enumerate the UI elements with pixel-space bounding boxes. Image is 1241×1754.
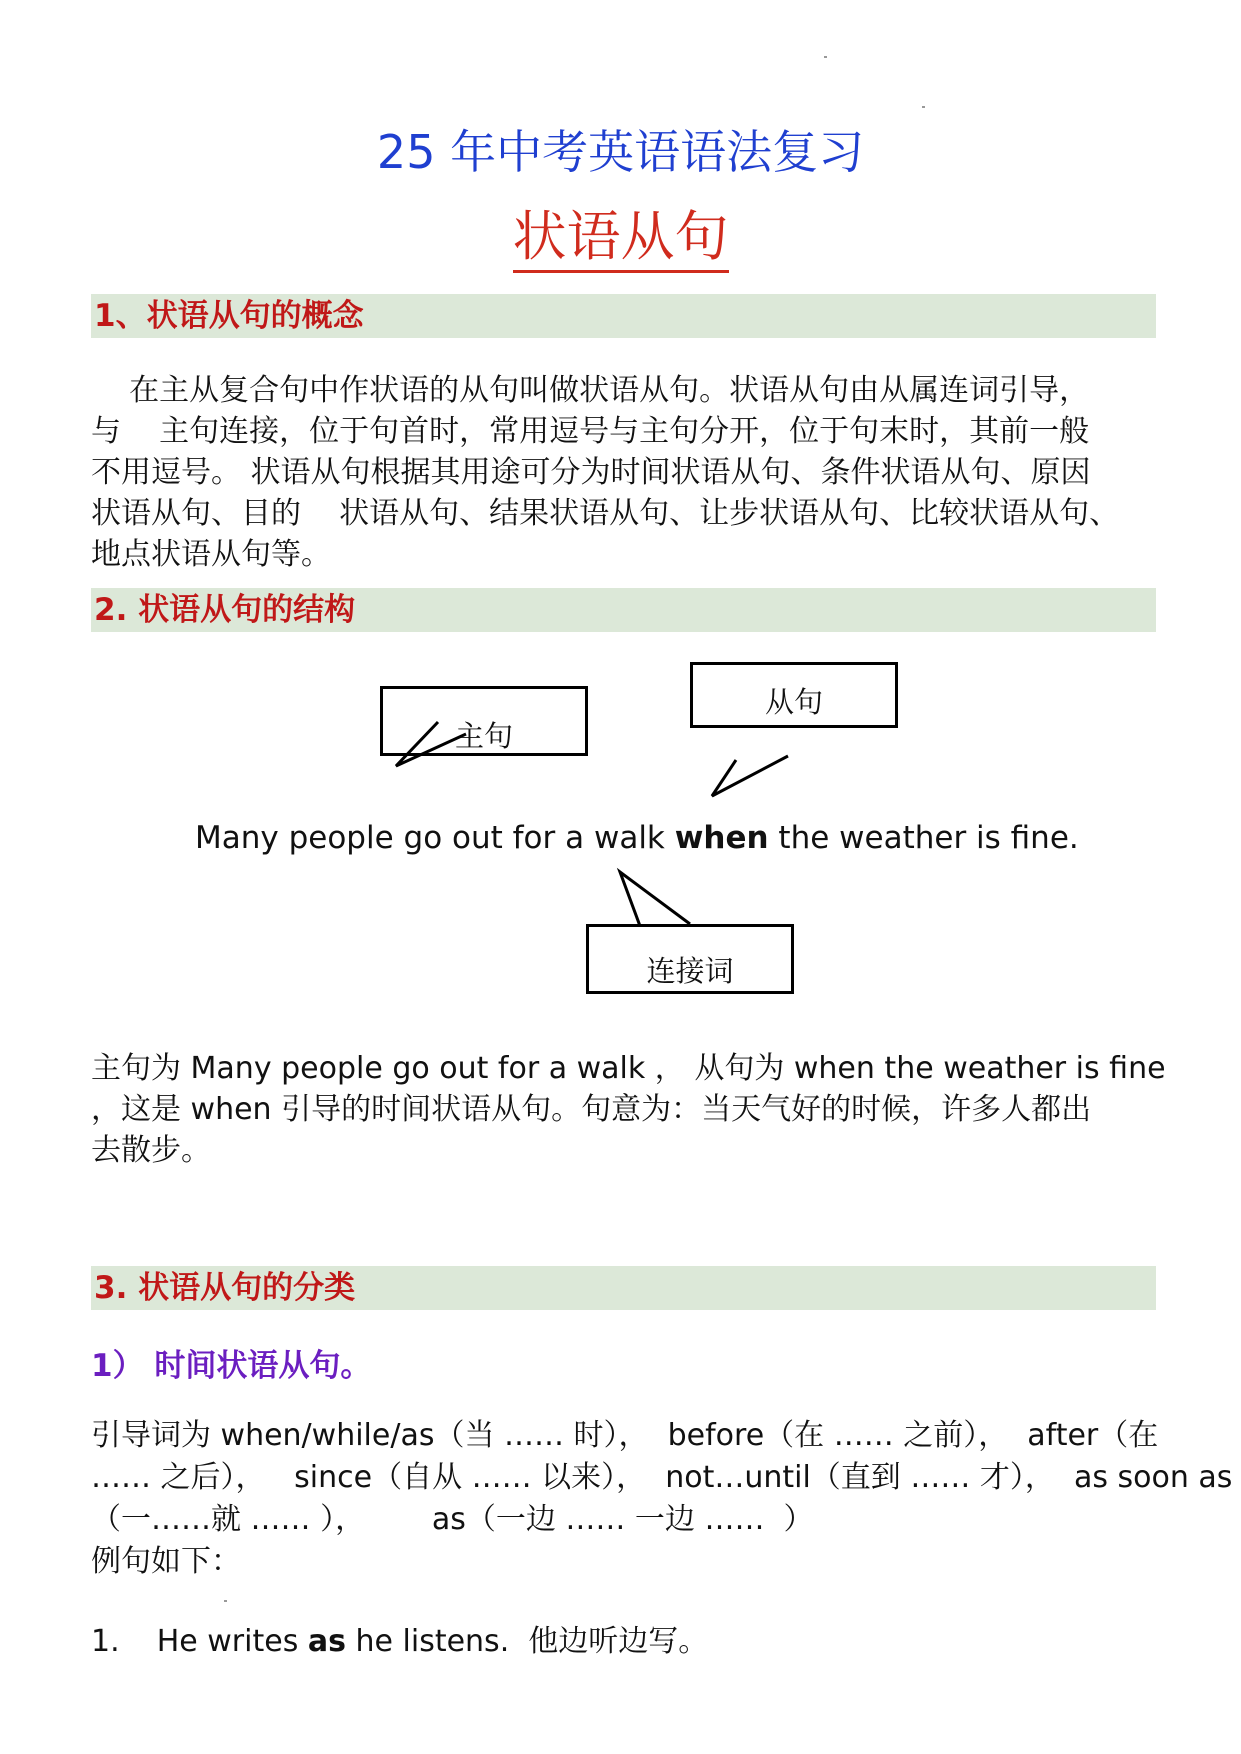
paragraph-line: 不用逗号。 状语从句根据其用途可分为时间状语从句、条件状语从句、原因 [91,455,1091,490]
explanation-line: 主句为 Many people go out for a walk ， 从句为 when the weather is fine [91,1051,1166,1086]
main-clause-label: 主句 [454,719,513,753]
sub-clause-label: 从句 [764,685,823,719]
example-text: He writes [156,1624,308,1659]
paragraph-line: 地点状语从句等。 [91,537,331,572]
paragraph-line: 状语从句、目的 状语从句、结果状语从句、让步状语从句、比较状语从句、 [91,496,1120,531]
intro-line: 引导词为 when/while/as（当 …… 时）， before（在 …… 之前）， after（在 [91,1418,1159,1453]
stray-dot [922,106,925,108]
explanation-line: 去散步。 [91,1133,211,1168]
main-clause-pointer [396,722,466,766]
paragraph-line: 在主从复合句中作状语的从句叫做状语从句。状语从句由从属连词引导， [91,373,1090,408]
time-clause-heading: 1） 时间状语从句。 [91,1348,372,1384]
examples-label: 例句如下： [91,1544,241,1579]
section-1-title: 1、状语从句的概念 [94,298,364,334]
list-number: 1. [91,1624,120,1659]
explanation-line: ，这是 when 引导的时间状语从句。句意为：当天气好的时候，许多人都出 [91,1092,1092,1127]
stray-dot [224,1600,227,1602]
conjunction-word: when [674,820,769,856]
diagram-sentence [195,820,1079,856]
intro-line: …… 之后）， since（自从 …… 以来）， not…until（直到 …… 才）， as soon as [91,1460,1233,1495]
section-3-title: 3. 状语从句的分类 [94,1270,356,1306]
stray-dot [824,56,827,58]
section-2-explanation [91,1048,1166,1171]
section-2-title: 2. 状语从句的结构 [94,592,356,628]
sentence-part: the weather is fine. [768,820,1079,856]
paragraph-line: 与 主句连接，位于句首时，常用逗号与主句分开，位于句末时，其前一般 [91,414,1090,449]
time-clause-intro [91,1415,1233,1583]
subtitle-text: 状语从句 [513,205,729,273]
example-item-1 [91,1616,708,1660]
conjunction-pointer [620,872,690,926]
example-bold-word: as [307,1624,346,1659]
conjunction-label: 连接词 [646,954,734,988]
sentence-part: Many people go out for a walk [195,820,675,856]
example-text: he listens. 他边听边写。 [345,1624,709,1659]
sub-clause-pointer [712,756,788,796]
page-title: 25 年中考英语语法复习 [376,125,865,179]
intro-line: （一……就 …… ）， as（一边 …… 一边 …… ） [91,1502,814,1537]
